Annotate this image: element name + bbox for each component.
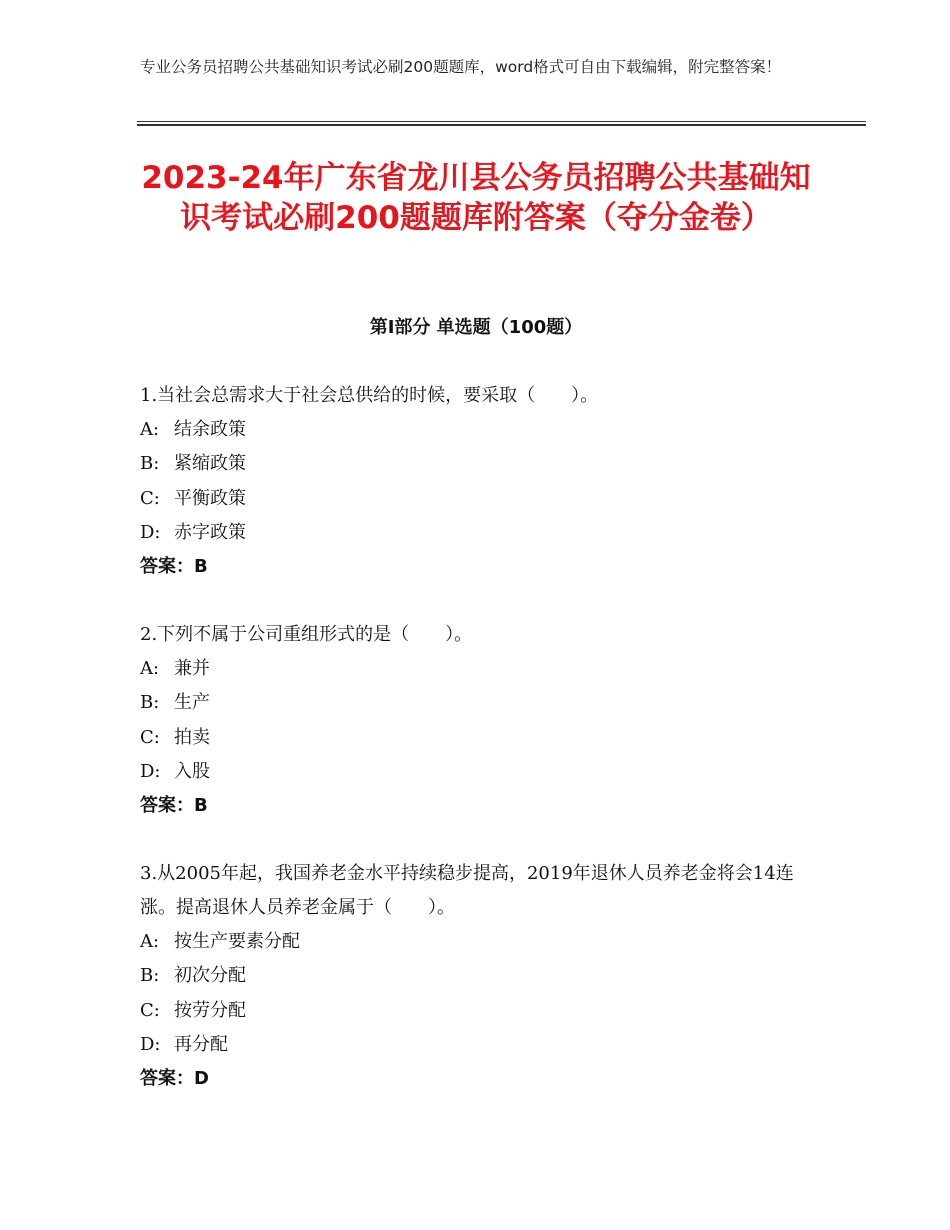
option-letter: D: <box>140 521 161 543</box>
option-letter: C: <box>140 726 160 748</box>
option-d <box>140 1028 820 1062</box>
option-text: 赤字政策 <box>174 521 246 543</box>
option-a <box>140 652 820 686</box>
answer-line: 答案：D <box>140 1068 209 1090</box>
option-a <box>140 413 820 447</box>
option-b <box>140 959 820 993</box>
option-a <box>140 925 820 959</box>
option-c <box>140 721 820 755</box>
document-title: 2023-24年广东省龙川县公务员招聘公共基础知识考试必刷200题题库附答案（夺分金卷） <box>141 160 811 236</box>
header-divider-thick <box>137 124 866 126</box>
section-title: 第Ⅰ部分 单选题（100题） <box>369 317 583 338</box>
option-text: 生产 <box>174 692 210 714</box>
option-d <box>140 516 820 550</box>
option-text: 平衡政策 <box>174 487 246 509</box>
option-letter: C: <box>140 487 160 509</box>
option-letter: C: <box>140 999 160 1021</box>
option-c <box>140 482 820 516</box>
question-1 <box>140 379 820 584</box>
option-text: 拍卖 <box>174 726 210 748</box>
option-letter: A: <box>140 931 160 952</box>
option-letter: A: <box>140 658 160 679</box>
option-letter: D: <box>140 1033 161 1055</box>
answer-line: 答案：B <box>140 795 208 817</box>
option-b <box>140 447 820 481</box>
option-letter: A: <box>140 419 160 440</box>
option-text: 结余政策 <box>174 419 246 440</box>
option-letter: B: <box>140 453 160 475</box>
question-stem: 1.当社会总需求大于社会总供给的时候，要采取（ ）。 <box>140 385 599 406</box>
question-3 <box>140 857 820 1096</box>
option-text: 按生产要素分配 <box>174 931 300 952</box>
option-text: 再分配 <box>174 1033 228 1055</box>
option-c <box>140 994 820 1028</box>
answer-line: 答案：B <box>140 556 208 578</box>
option-letter: D: <box>140 760 161 782</box>
question-stem: 2.下列不属于公司重组形式的是（ ）。 <box>140 624 473 645</box>
header-divider-thin <box>137 121 866 122</box>
option-text: 初次分配 <box>174 965 246 987</box>
option-text: 按劳分配 <box>174 999 246 1021</box>
option-d <box>140 755 820 789</box>
option-text: 兼并 <box>174 658 210 679</box>
question-2 <box>140 618 820 823</box>
option-letter: B: <box>140 692 160 714</box>
option-text: 入股 <box>174 760 210 782</box>
option-letter: B: <box>140 965 160 987</box>
option-text: 紧缩政策 <box>174 453 246 475</box>
header-note: 专业公务员招聘公共基础知识考试必刷200题题库，word格式可自由下载编辑，附完整答案！ <box>140 58 782 76</box>
question-stem: 3.从2005年起，我国养老金水平持续稳步提高，2019年退休人员养老金将会14连涨。提高退休人员养老金属于（ ）。 <box>140 863 794 918</box>
option-b <box>140 686 820 720</box>
